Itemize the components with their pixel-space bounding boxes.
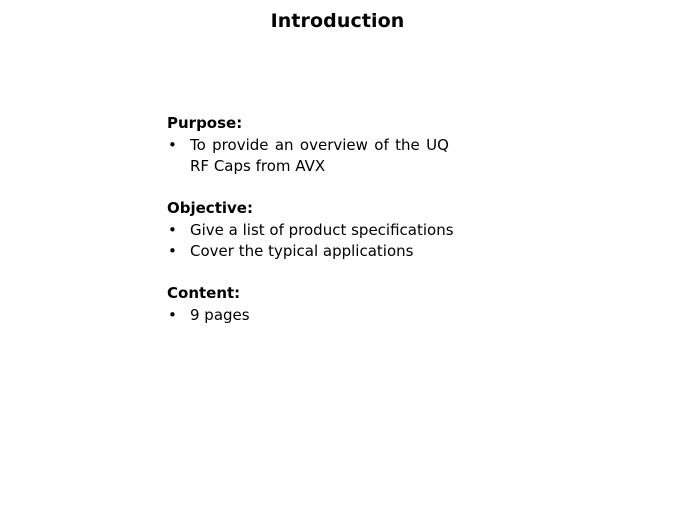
slide-body (167, 114, 637, 326)
bullet-text: Cover the typical applications (190, 242, 414, 260)
list-item (167, 305, 637, 326)
bullet-icon: • (168, 136, 177, 154)
bullet-text-line1: To provide an overview of the UQ (190, 136, 449, 154)
section-objective (167, 199, 637, 262)
page-title: Introduction (270, 10, 405, 32)
list-item (167, 220, 637, 241)
section-content (167, 284, 637, 326)
bullet-icon: • (168, 306, 177, 324)
list-item (167, 241, 637, 262)
list-item (167, 135, 637, 177)
bullet-list-content (167, 305, 637, 326)
section-heading-purpose: Purpose: (167, 114, 243, 132)
bullet-text: Give a list of product specifications (190, 221, 454, 239)
section-purpose (167, 114, 637, 177)
bullet-text: 9 pages (190, 306, 250, 324)
bullet-text (190, 135, 490, 177)
bullet-text-line2: RF Caps from AVX (190, 157, 326, 175)
bullet-icon: • (168, 221, 177, 239)
bullet-list-purpose (167, 135, 637, 177)
section-heading-objective: Objective: (167, 199, 253, 217)
section-heading-content: Content: (167, 284, 241, 302)
bullet-list-objective (167, 220, 637, 262)
bullet-icon: • (168, 242, 177, 260)
